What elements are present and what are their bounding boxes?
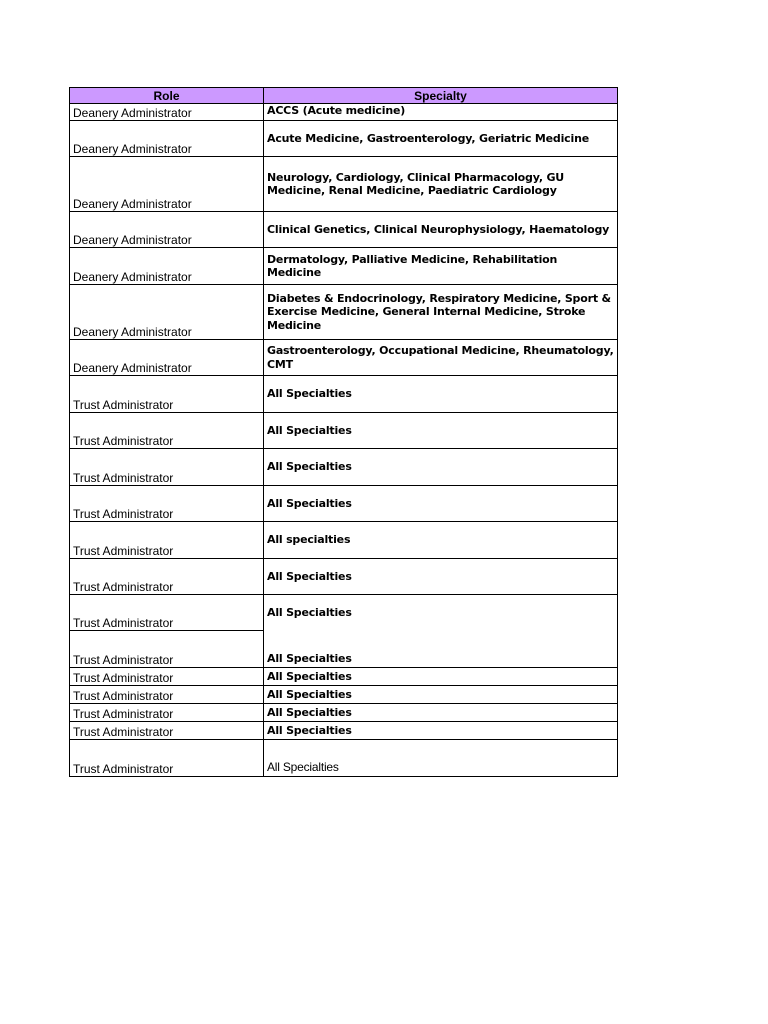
role-cell: Deanery Administrator [70, 285, 264, 340]
specialty-cell: ACCS (Acute medicine) [264, 104, 618, 121]
specialty-cell: Neurology, Cardiology, Clinical Pharmacology, GU Medicine, Renal Medicine, Paediatric Cardiology [264, 157, 618, 212]
role-cell: Trust Administrator [70, 376, 264, 413]
table-row [70, 248, 618, 285]
table-row [70, 449, 618, 486]
specialty-cell: All Specialties [264, 722, 618, 740]
specialty-cell: Acute Medicine, Gastroenterology, Geriatric Medicine [264, 121, 618, 157]
specialty-cell: All Specialties [264, 631, 618, 668]
specialty-cell: All Specialties [264, 686, 618, 704]
specialty-cell: All specialties [264, 522, 618, 559]
role-cell: Deanery Administrator [70, 248, 264, 285]
specialty-cell: All Specialties [264, 449, 618, 486]
specialty-cell: All Specialties [264, 595, 618, 631]
role-cell: Deanery Administrator [70, 212, 264, 248]
specialty-cell: All Specialties [264, 376, 618, 413]
table-row [70, 722, 618, 740]
table-row [70, 704, 618, 722]
role-cell: Trust Administrator [70, 740, 264, 777]
table-row [70, 157, 618, 212]
specialty-cell: All Specialties [264, 704, 618, 722]
table-row [70, 559, 618, 595]
role-cell: Deanery Administrator [70, 157, 264, 212]
table-row [70, 212, 618, 248]
specialty-cell: Clinical Genetics, Clinical Neurophysiology, Haematology [264, 212, 618, 248]
table-row [70, 340, 618, 376]
specialty-cell: Gastroenterology, Occupational Medicine, Rheumatology, CMT [264, 340, 618, 376]
table-row [70, 631, 618, 668]
table-row [70, 285, 618, 340]
table-row [70, 522, 618, 559]
header-specialty: Specialty [264, 88, 618, 104]
role-cell: Trust Administrator [70, 704, 264, 722]
role-cell: Trust Administrator [70, 449, 264, 486]
role-cell: Trust Administrator [70, 559, 264, 595]
table-row [70, 376, 618, 413]
specialty-cell: Diabetes & Endocrinology, Respiratory Medicine, Sport & Exercise Medicine, General Internal Medicine, Stroke Medicine [264, 285, 618, 340]
table-row [70, 668, 618, 686]
role-cell: Deanery Administrator [70, 121, 264, 157]
role-cell: Trust Administrator [70, 686, 264, 704]
specialty-cell: All Specialties [264, 413, 618, 449]
table-row [70, 486, 618, 522]
table-row [70, 121, 618, 157]
specialty-cell: All Specialties [264, 486, 618, 522]
role-cell: Trust Administrator [70, 631, 264, 668]
role-cell: Deanery Administrator [70, 340, 264, 376]
table-row [70, 740, 618, 777]
specialty-cell: All Specialties [264, 668, 618, 686]
role-cell: Trust Administrator [70, 413, 264, 449]
role-cell: Trust Administrator [70, 595, 264, 631]
role-cell: Trust Administrator [70, 722, 264, 740]
table-row [70, 686, 618, 704]
table-row [70, 413, 618, 449]
header-role: Role [70, 88, 264, 104]
specialty-cell: All Specialties [264, 559, 618, 595]
role-cell: Trust Administrator [70, 668, 264, 686]
roles-specialty-table [69, 87, 618, 777]
role-cell: Trust Administrator [70, 522, 264, 559]
header-row [70, 88, 618, 104]
role-cell: Trust Administrator [70, 486, 264, 522]
role-cell: Deanery Administrator [70, 104, 264, 121]
specialty-cell: All Specialties [264, 740, 618, 777]
table-row [70, 595, 618, 631]
table-row [70, 104, 618, 121]
specialty-cell: Dermatology, Palliative Medicine, Rehabilitation Medicine [264, 248, 618, 285]
